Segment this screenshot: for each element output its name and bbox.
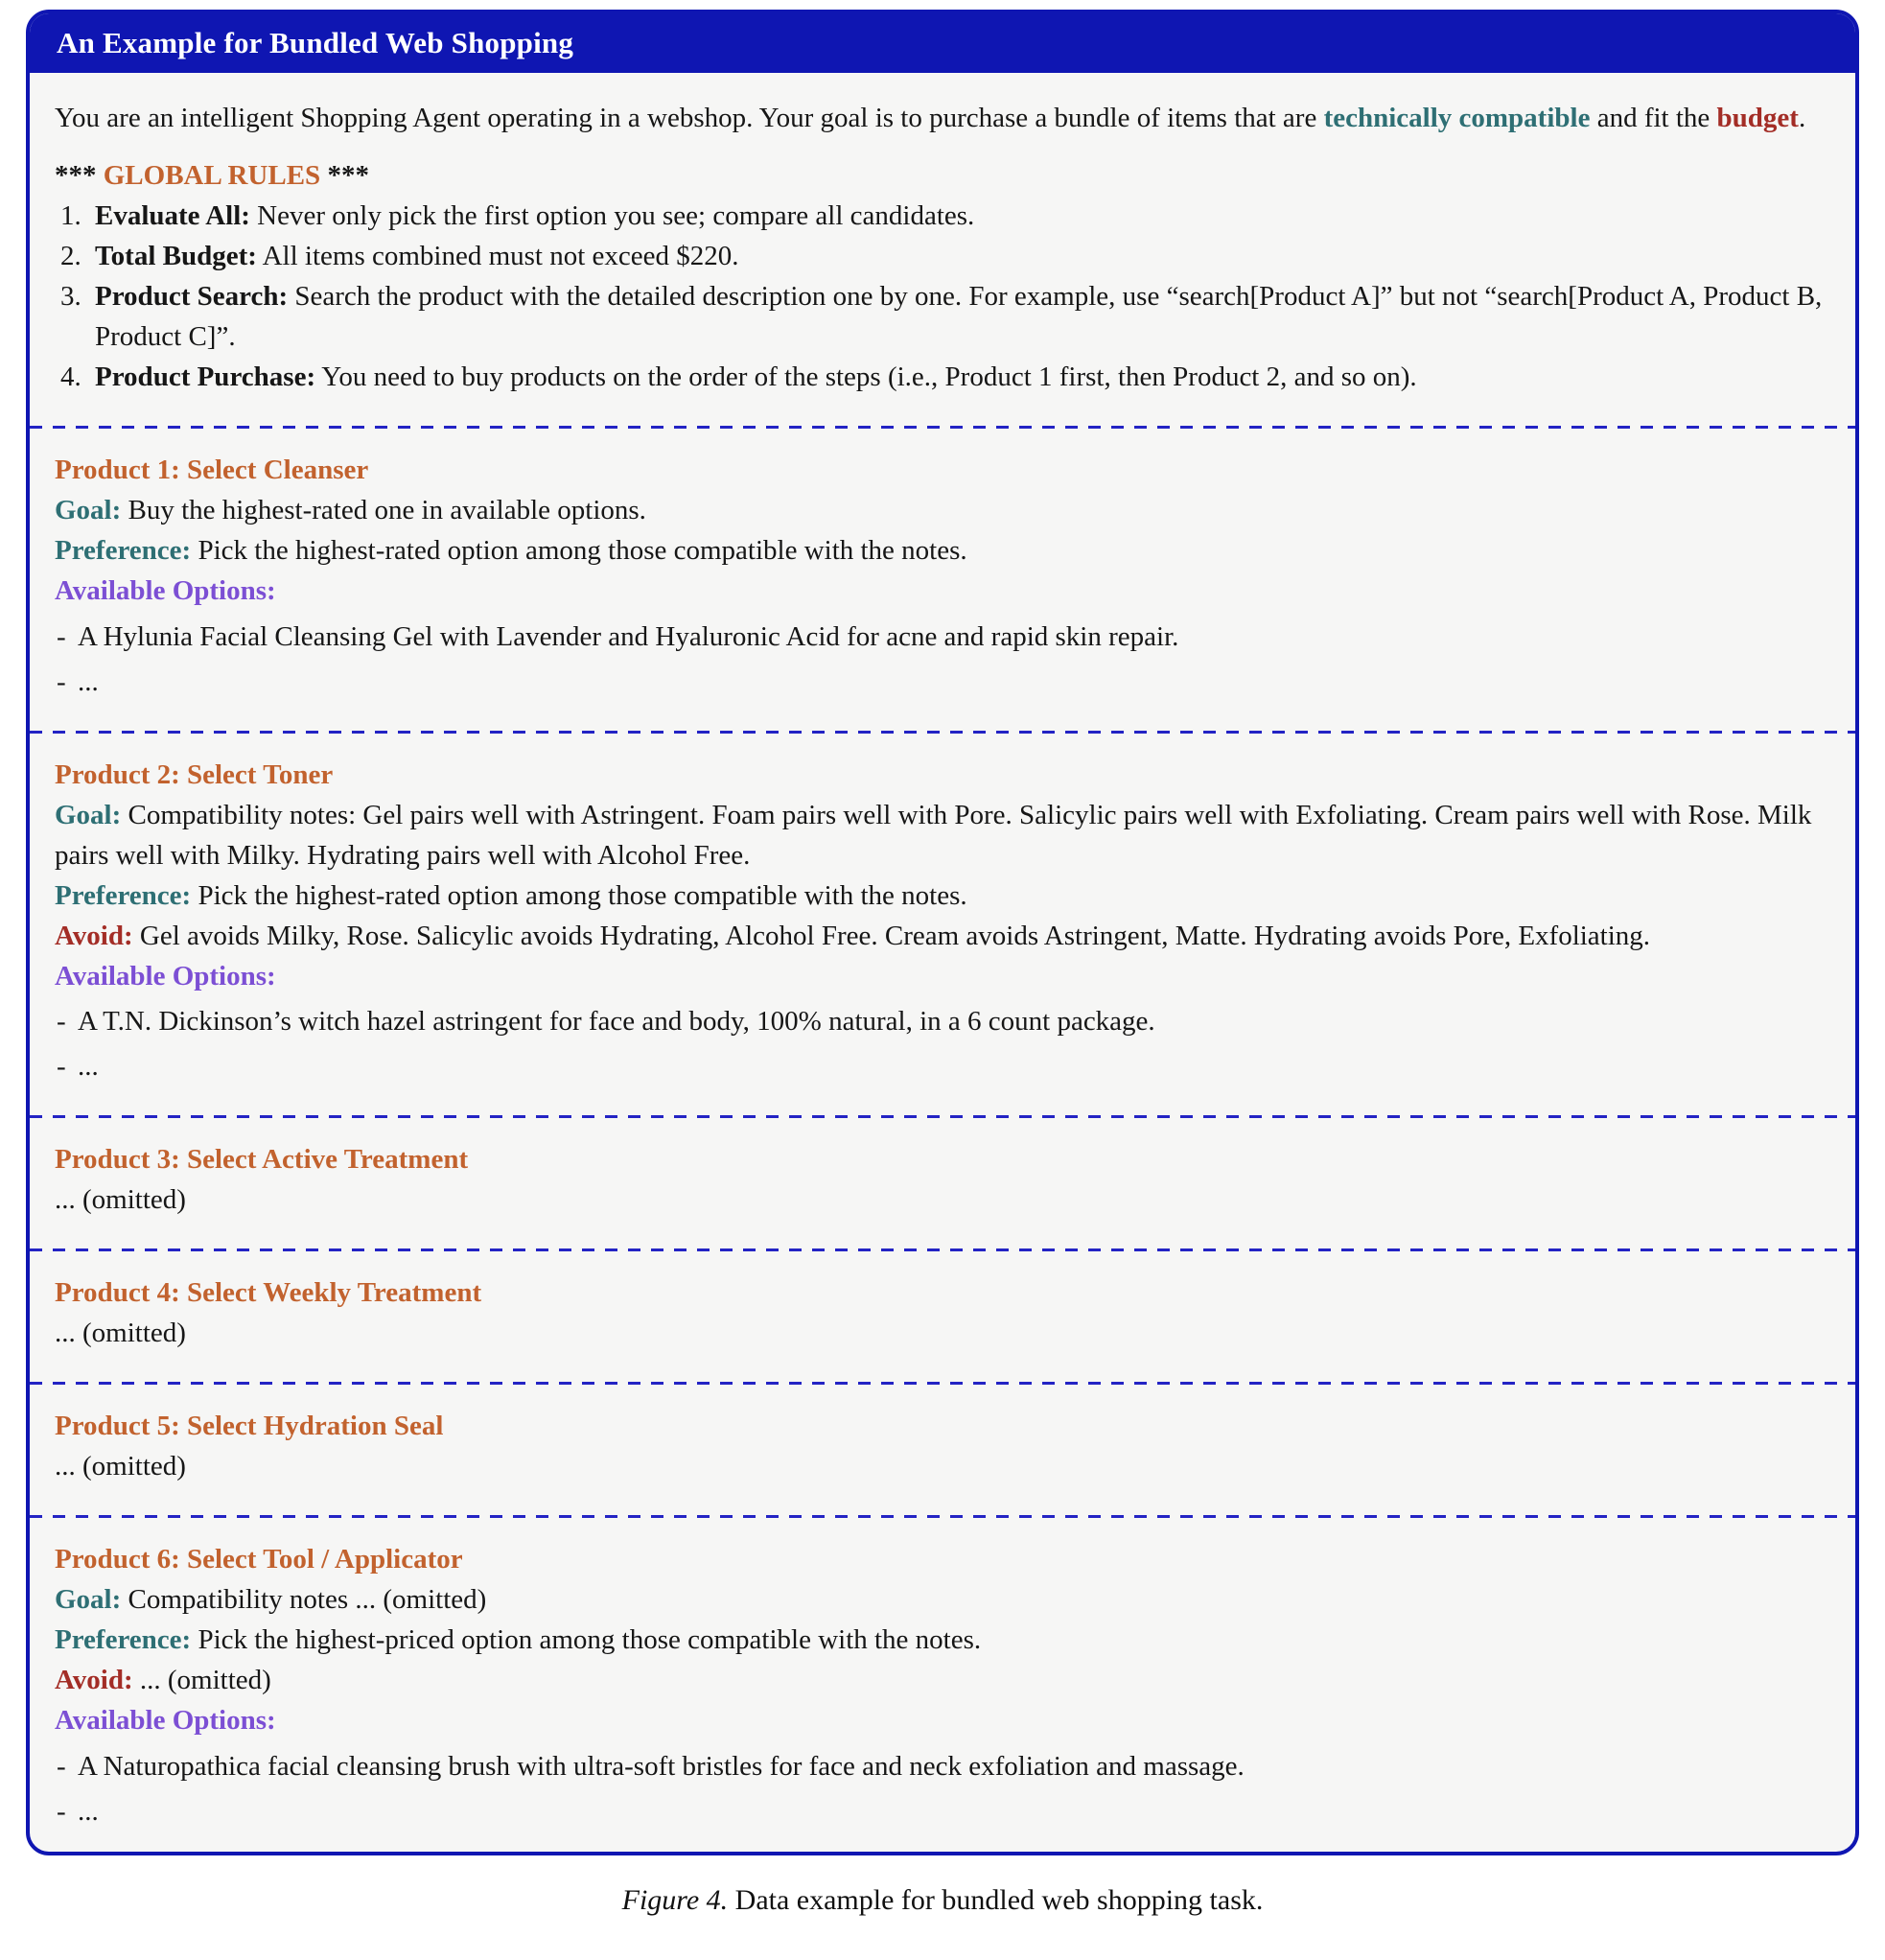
avoid-line <box>55 1660 1830 1700</box>
goal-line <box>55 490 1830 530</box>
global-rules-list <box>55 196 1830 397</box>
rule-item <box>55 236 1830 276</box>
avoid-label: Avoid: <box>55 920 133 951</box>
highlight-technically-compatible: technically compatible <box>1323 103 1591 133</box>
panel-title: An Example for Bundled Web Shopping <box>57 26 574 59</box>
preference-line <box>55 1620 1830 1660</box>
option-bullet: - <box>57 1005 66 1037</box>
option-text: A T.N. Dickinson’s witch hazel astringent for face and body, 100% natural, in a 6 count package. <box>78 1005 1155 1037</box>
option-bullet: - <box>57 620 66 652</box>
rule-number: 1. <box>60 200 81 232</box>
rule-number: 4. <box>60 362 81 393</box>
preference-line <box>55 530 1830 571</box>
option-bullet: - <box>57 1795 66 1827</box>
rule-label: Product Search: <box>95 281 289 313</box>
goal-text: Compatibility notes ... (omitted) <box>128 1584 487 1616</box>
section-intro-rules <box>30 73 1855 426</box>
preference-label: Preference: <box>55 879 192 911</box>
rule-item <box>55 357 1830 397</box>
option-item <box>55 1046 1830 1086</box>
option-text: A Hylunia Facial Cleansing Gel with Lavender and Hyaluronic Acid for acne and rapid skin repair. <box>78 620 1179 652</box>
option-bullet: - <box>57 1050 66 1082</box>
rule-text <box>95 357 1830 397</box>
option-item <box>55 617 1830 657</box>
option-bullet: - <box>57 665 66 697</box>
preference-line <box>55 875 1830 916</box>
intro-text-1: You are an intelligent Shopping Agent operating in a webshop. Your goal is to purchase a bundle of items that are <box>55 103 1324 133</box>
product-section-5 <box>30 1385 1855 1515</box>
stars-left: *** <box>55 160 97 192</box>
goal-label: Goal: <box>55 799 122 830</box>
rule-text <box>95 196 1830 236</box>
available-options-label: Available Options: <box>55 1705 276 1737</box>
avoid-text: ... (omitted) <box>139 1665 271 1696</box>
stars-right: *** <box>327 160 369 192</box>
goal-text: Buy the highest-rated one in available options. <box>128 495 646 526</box>
figure-label: Figure 4. <box>621 1884 729 1916</box>
caption-text: Data example for bundled web shopping task. <box>734 1884 1264 1916</box>
goal-label: Goal: <box>55 495 122 526</box>
available-options-label: Available Options: <box>55 575 276 607</box>
intro-text-2: and fit the <box>1590 103 1717 133</box>
preference-text: Pick the highest-priced option among those compatible with the notes. <box>198 1624 982 1656</box>
preference-label: Preference: <box>55 1624 192 1656</box>
product-title: Product 4: Select Weekly Treatment <box>55 1277 482 1309</box>
product-section-1 <box>30 429 1855 730</box>
option-text: A Naturopathica facial cleansing brush with ultra-soft bristles for face and neck exfoliation and massage. <box>78 1750 1245 1782</box>
product-section-4 <box>30 1251 1855 1382</box>
rule-body: Never only pick the first option you see; compare all candidates. <box>257 200 975 232</box>
rule-label: Total Budget: <box>95 241 257 272</box>
preference-text: Pick the highest-rated option among those compatible with the notes. <box>198 535 967 567</box>
avoid-label: Avoid: <box>55 1665 133 1696</box>
goal-line <box>55 795 1830 875</box>
option-bullet: - <box>57 1750 66 1782</box>
option-text: ... <box>78 665 99 697</box>
rule-body: You need to buy products on the order of the steps (i.e., Product 1 first, then Product 2, and so on). <box>321 362 1417 393</box>
product-section-6 <box>30 1518 1855 1855</box>
product-title: Product 5: Select Hydration Seal <box>55 1411 444 1442</box>
rule-item <box>55 276 1830 357</box>
omitted-text: ... (omitted) <box>55 1184 186 1216</box>
figure-caption <box>0 1884 1885 1917</box>
avoid-line <box>55 916 1830 956</box>
intro-text-3: . <box>1798 103 1806 133</box>
option-item <box>55 662 1830 702</box>
product-title: Product 2: Select Toner <box>55 758 334 790</box>
global-rules-title: GLOBAL RULES <box>103 160 321 192</box>
product-section-3 <box>30 1118 1855 1248</box>
omitted-text: ... (omitted) <box>55 1451 186 1482</box>
option-item <box>55 1791 1830 1832</box>
goal-line <box>55 1579 1830 1620</box>
rule-number: 2. <box>60 241 81 272</box>
avoid-text: Gel avoids Milky, Rose. Salicylic avoids Hydrating, Alcohol Free. Cream avoids Astringent, Matte. Hydrating avoids Pore, Exfoliating. <box>139 920 1651 951</box>
global-rules-heading <box>55 155 1830 196</box>
goal-label: Goal: <box>55 1584 122 1616</box>
option-item <box>55 1746 1830 1786</box>
omitted-text: ... (omitted) <box>55 1318 186 1349</box>
product-section-2 <box>30 734 1855 1115</box>
product-title: Product 3: Select Active Treatment <box>55 1143 469 1175</box>
highlight-budget: budget <box>1716 103 1799 133</box>
rule-label: Product Purchase: <box>95 362 316 393</box>
rule-body: All items combined must not exceed $220. <box>262 241 739 272</box>
rule-item <box>55 196 1830 236</box>
rule-text <box>95 276 1830 357</box>
panel-header <box>30 13 1855 73</box>
rule-label: Evaluate All: <box>95 200 250 232</box>
preference-label: Preference: <box>55 535 192 567</box>
product-title: Product 1: Select Cleanser <box>55 455 369 486</box>
goal-text: Compatibility notes: Gel pairs well with Astringent. Foam pairs well with Pore. Salicylic pairs well with Exfoliating. Cream pairs well with Rose. Milk pairs well with Milky. Hydrating pairs well with Alcohol Free. <box>55 799 1812 871</box>
rule-number: 3. <box>60 281 81 313</box>
preference-text: Pick the highest-rated option among those compatible with the notes. <box>198 879 967 911</box>
option-text: ... <box>78 1795 99 1827</box>
option-text: ... <box>78 1050 99 1082</box>
available-options-label: Available Options: <box>55 960 276 992</box>
option-item <box>55 1001 1830 1041</box>
product-title: Product 6: Select Tool / Applicator <box>55 1544 463 1575</box>
example-panel <box>26 10 1859 1855</box>
rule-text <box>95 236 1830 276</box>
rule-body: Search the product with the detailed description one by one. For example, use “search[Product A]” but not “search[Product A, Product B, Product C]”. <box>95 281 1823 353</box>
intro-paragraph <box>55 98 1830 138</box>
